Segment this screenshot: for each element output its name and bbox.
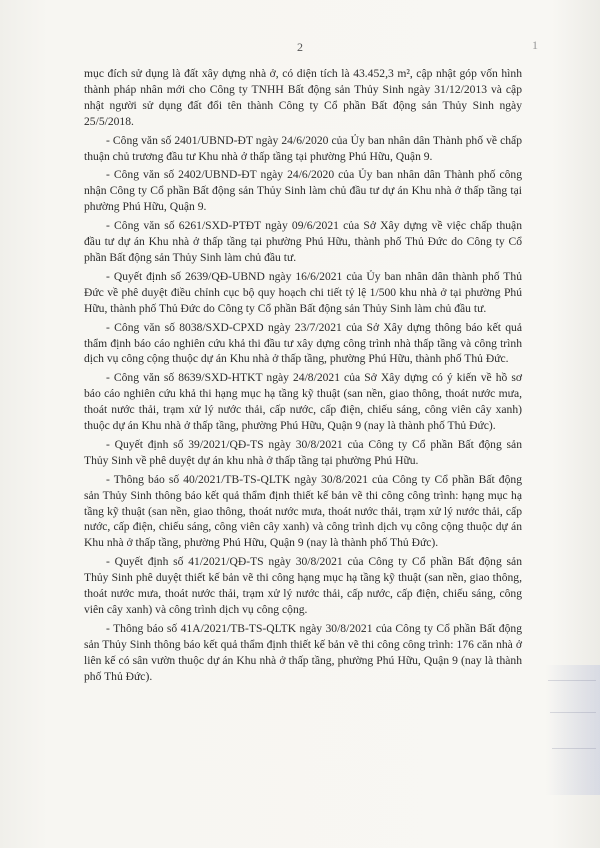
paragraph-qd-39: - Quyết định số 39/2021/QĐ-TS ngày 30/8/2021 của Công ty Cổ phần Bất động sản Thủy Sinh về phê duyệt dự án khu nhà ở thấp tầng tại phường Phú Hữu. (84, 437, 522, 467)
paragraph-cv-6261: - Công văn số 6261/SXD-PTĐT ngày 09/6/2021 của Sở Xây dựng về việc chấp thuận đầu tư dự án Khu nhà ở thấp tầng tại phường Phú Hữu, thành phố Thủ Đức do Công ty Cổ phần Bất động sản Thủy Sinh làm chủ đầu tư. (84, 219, 522, 264)
paragraph-cv-2402: - Công văn số 2402/UBND-ĐT ngày 24/6/2020 của Ủy ban nhân dân Thành phố công nhận Công ty Cổ phần Bất động sản Thủy Sinh làm chủ đầu tư dự án Khu nhà ở thấp tầng tại phường Phú Hữu, Quận 9. (84, 168, 522, 214)
bleed-through-line (548, 680, 596, 681)
bleed-through-line (550, 712, 596, 713)
paragraph-cv-2401: - Công văn số 2401/UBND-ĐT ngày 24/6/2020 của Ủy ban nhân dân Thành phố về chấp thuận chủ trương đầu tư Khu nhà ở thấp tầng tại phường Phú Hữu, Quận 9. (84, 133, 522, 163)
paragraph-cv-8639: - Công văn số 8639/SXD-HTKT ngày 24/8/2021 của Sở Xây dựng có ý kiến về hồ sơ báo cáo nghiên cứu khả thi hạng mục hạ tầng kỹ thuật (san nền, giao thông, thoát nước mưa, thoát nước thải, trạm xử lý nước thải, cấp nước, cấp điện, chiếu sáng, công viên cây xanh) thuộc dự án Khu nhà ở thấp tầng, phường Phú Hữu, Quận 9 (nay là thành phố Thủ Đức). (84, 371, 522, 433)
paragraph-tb-40: - Thông báo số 40/2021/TB-TS-QLTK ngày 30/8/2021 của Công ty Cổ phần Bất động sản Thủy Sinh thông báo kết quả thẩm định thiết kế bản vẽ thi công công trình: hạng mục hạ tầng kỹ thuật (san nền, giao thông, thoát nước mưa, thoát nước thải, trạm xử lý nước thải, cấp nước, cấp điện, chiếu sáng, công viên cây xanh) và công trình dịch vụ công cộng thuộc dự án Khu nhà ở thấp tầng, phường Phú Hữu, Quận 9 (nay là thành phố Thủ Đức). (84, 472, 522, 550)
paragraph-qd-2639: - Quyết định số 2639/QĐ-UBND ngày 16/6/2021 của Ủy ban nhân dân thành phố Thủ Đức về phê duyệt điều chỉnh cục bộ quy hoạch chi tiết tỷ lệ 1/500 khu nhà ở tại phường Phú Hữu, thành phố Thủ Đức do Công ty Cổ phần Bất động sản Thủy Sinh làm chủ đầu tư. (84, 269, 522, 315)
paragraph-qd-41: - Quyết định số 41/2021/QĐ-TS ngày 30/8/2021 của Công ty Cổ phần Bất động sản Thủy Sinh phê duyệt thiết kế bản vẽ thi công hạng mục hạ tầng kỹ thuật (san nền, giao thông, thoát nước mưa, thoát nước thải, trạm xử lý nước thải, cấp nước, cấp điện, chiếu sáng, công viên cây xanh) và công trình dịch vụ công cộng. (84, 555, 522, 616)
document-body (84, 66, 522, 688)
bleed-through-line (552, 748, 596, 749)
paragraph-cv-8038: - Công văn số 8038/SXD-CPXD ngày 23/7/2021 của Sở Xây dựng thông báo kết quả thẩm định báo cáo nghiên cứu khả thi đầu tư xây dựng công trình nhà thấp tầng và công trình dịch vụ công cộng thuộc dự án Khu nhà ở thấp tầng, phường Phú Hữu, thành phố Thủ Đức. (84, 320, 522, 366)
page-number: 2 (297, 40, 303, 54)
paragraph-land-use: mục đích sử dụng là đất xây dựng nhà ở, có diện tích là 43.452,3 m², cập nhật góp vốn hình thành pháp nhân mới cho Công ty TNHH Bất động sản Thủy Sinh ngày 31/12/2013 và cập nhật người sử dụng đất đổi tên thành Công ty Cổ phần Bất động sản Thủy Sinh ngày 25/5/2018. (84, 67, 522, 128)
paper-stain (545, 665, 600, 795)
paragraph-tb-41a: - Thông báo số 41A/2021/TB-TS-QLTK ngày 30/8/2021 của Công ty Cổ phần Bất động sản Thủy Sinh thông báo kết quả thẩm định thiết kế bản vẽ thi công công trình: 176 căn nhà ở liên kế có sân vườn thuộc dự án Khu nhà ở thấp tầng, phường Phú Hữu, Quận 9 (nay là thành phố Thủ Đức). (84, 621, 522, 683)
corner-mark: 1 (532, 38, 538, 52)
